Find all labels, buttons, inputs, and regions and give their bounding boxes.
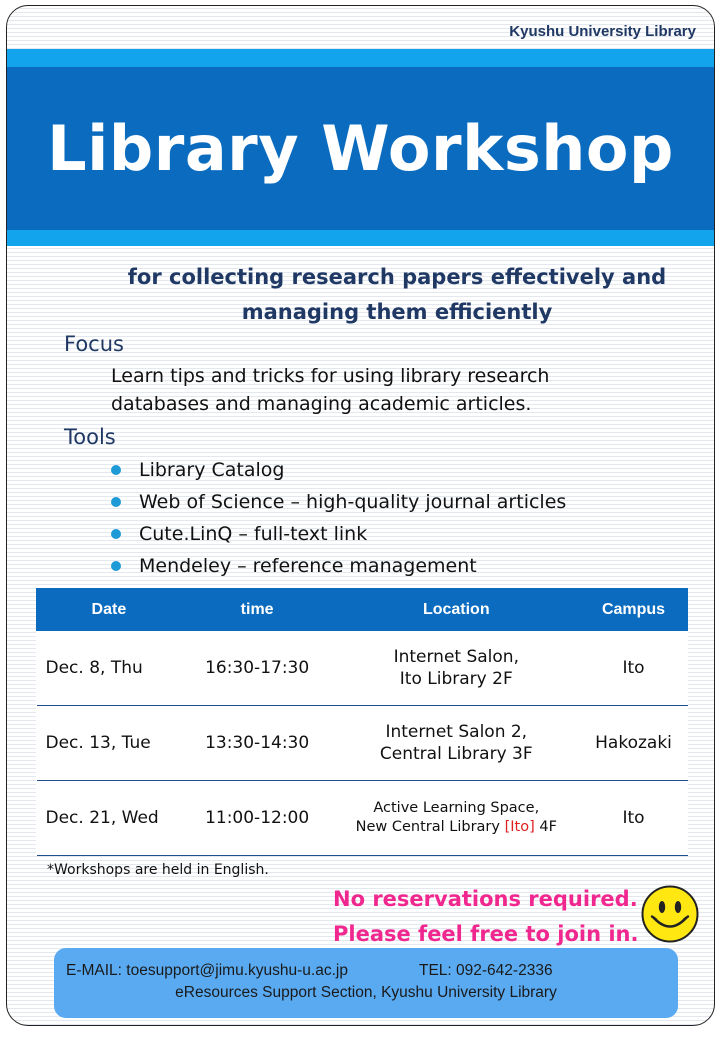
tool-item [111, 550, 566, 582]
column-header-date: Date [37, 589, 182, 631]
cta-line-2: Please feel free to join in. [333, 922, 639, 946]
call-to-action [333, 882, 638, 952]
location-floor: 4F [534, 819, 557, 835]
bullet-dot-icon [111, 465, 121, 475]
subtitle [67, 260, 715, 330]
location-line-1: Active Learning Space, [373, 800, 540, 816]
focus-description [111, 362, 671, 418]
contact-section: eResources Support Section, Kyushu University Library [175, 984, 557, 1001]
cell-time: 13:30-14:30 [181, 706, 333, 781]
cell-date: Dec. 8, Thu [37, 631, 182, 706]
subtitle-line-2: managing them efficiently [241, 300, 553, 324]
column-header-location: Location [333, 589, 580, 631]
focus-heading: Focus [64, 332, 124, 356]
location-line-2: Central Library 3F [379, 744, 533, 764]
location-line-1: Internet Salon, [393, 647, 519, 667]
cell-time: 11:00-12:00 [181, 781, 333, 856]
focus-line-2: databases and managing academic articles. [111, 393, 532, 415]
location-line-1: Internet Salon 2, [385, 722, 528, 742]
page-title: Library Workshop [47, 112, 674, 185]
cell-location [333, 706, 580, 781]
focus-line-1: Learn tips and tricks for using library research [111, 365, 550, 387]
smiley-face-icon [641, 885, 699, 943]
cell-time: 16:30-17:30 [181, 631, 333, 706]
campus-tag: [Ito] [504, 819, 535, 835]
cell-campus: Ito [580, 781, 688, 856]
cell-campus: Ito [580, 631, 688, 706]
location-line-2: Ito Library 2F [399, 669, 513, 689]
column-header-time: time [181, 589, 333, 631]
bullet-dot-icon [111, 529, 121, 539]
tools-list [111, 454, 566, 582]
contact-email: E-MAIL: toesupport@jimu.kyushu-u.ac.jp [66, 962, 348, 979]
tool-item [111, 518, 566, 550]
contact-box [54, 948, 678, 1018]
bullet-dot-icon [111, 561, 121, 571]
cell-campus: Hakozaki [580, 706, 688, 781]
title-banner-inner [7, 67, 714, 230]
tool-item-label: Mendeley – reference management [139, 555, 477, 577]
schedule-header-row [37, 589, 688, 631]
column-header-campus: Campus [580, 589, 688, 631]
cell-date: Dec. 21, Wed [37, 781, 182, 856]
tool-item-label: Web of Science – high-quality journal articles [139, 491, 567, 513]
contact-phone: TEL: 092-642-2336 [419, 962, 553, 979]
title-banner [7, 49, 714, 246]
language-note: *Workshops are held in English. [47, 862, 269, 878]
tool-item [111, 486, 566, 518]
subtitle-line-1: for collecting research papers effectively and [127, 265, 667, 289]
cell-location [333, 781, 580, 856]
flyer-frame [6, 5, 715, 1026]
tools-heading: Tools [64, 425, 116, 449]
tool-item-label: Library Catalog [139, 459, 285, 481]
location-line-2 [333, 818, 580, 837]
schedule-table [36, 588, 688, 856]
cell-date: Dec. 13, Tue [37, 706, 182, 781]
tool-item [111, 454, 566, 486]
tool-item-label: Cute.LinQ – full-text link [139, 523, 368, 545]
bullet-dot-icon [111, 497, 121, 507]
cta-line-1: No reservations required. [333, 887, 638, 911]
table-row [37, 781, 688, 856]
table-row [37, 706, 688, 781]
table-row [37, 631, 688, 706]
location-text: New Central Library [355, 819, 505, 835]
cell-location [333, 631, 580, 706]
organization-name: Kyushu University Library [509, 23, 696, 40]
